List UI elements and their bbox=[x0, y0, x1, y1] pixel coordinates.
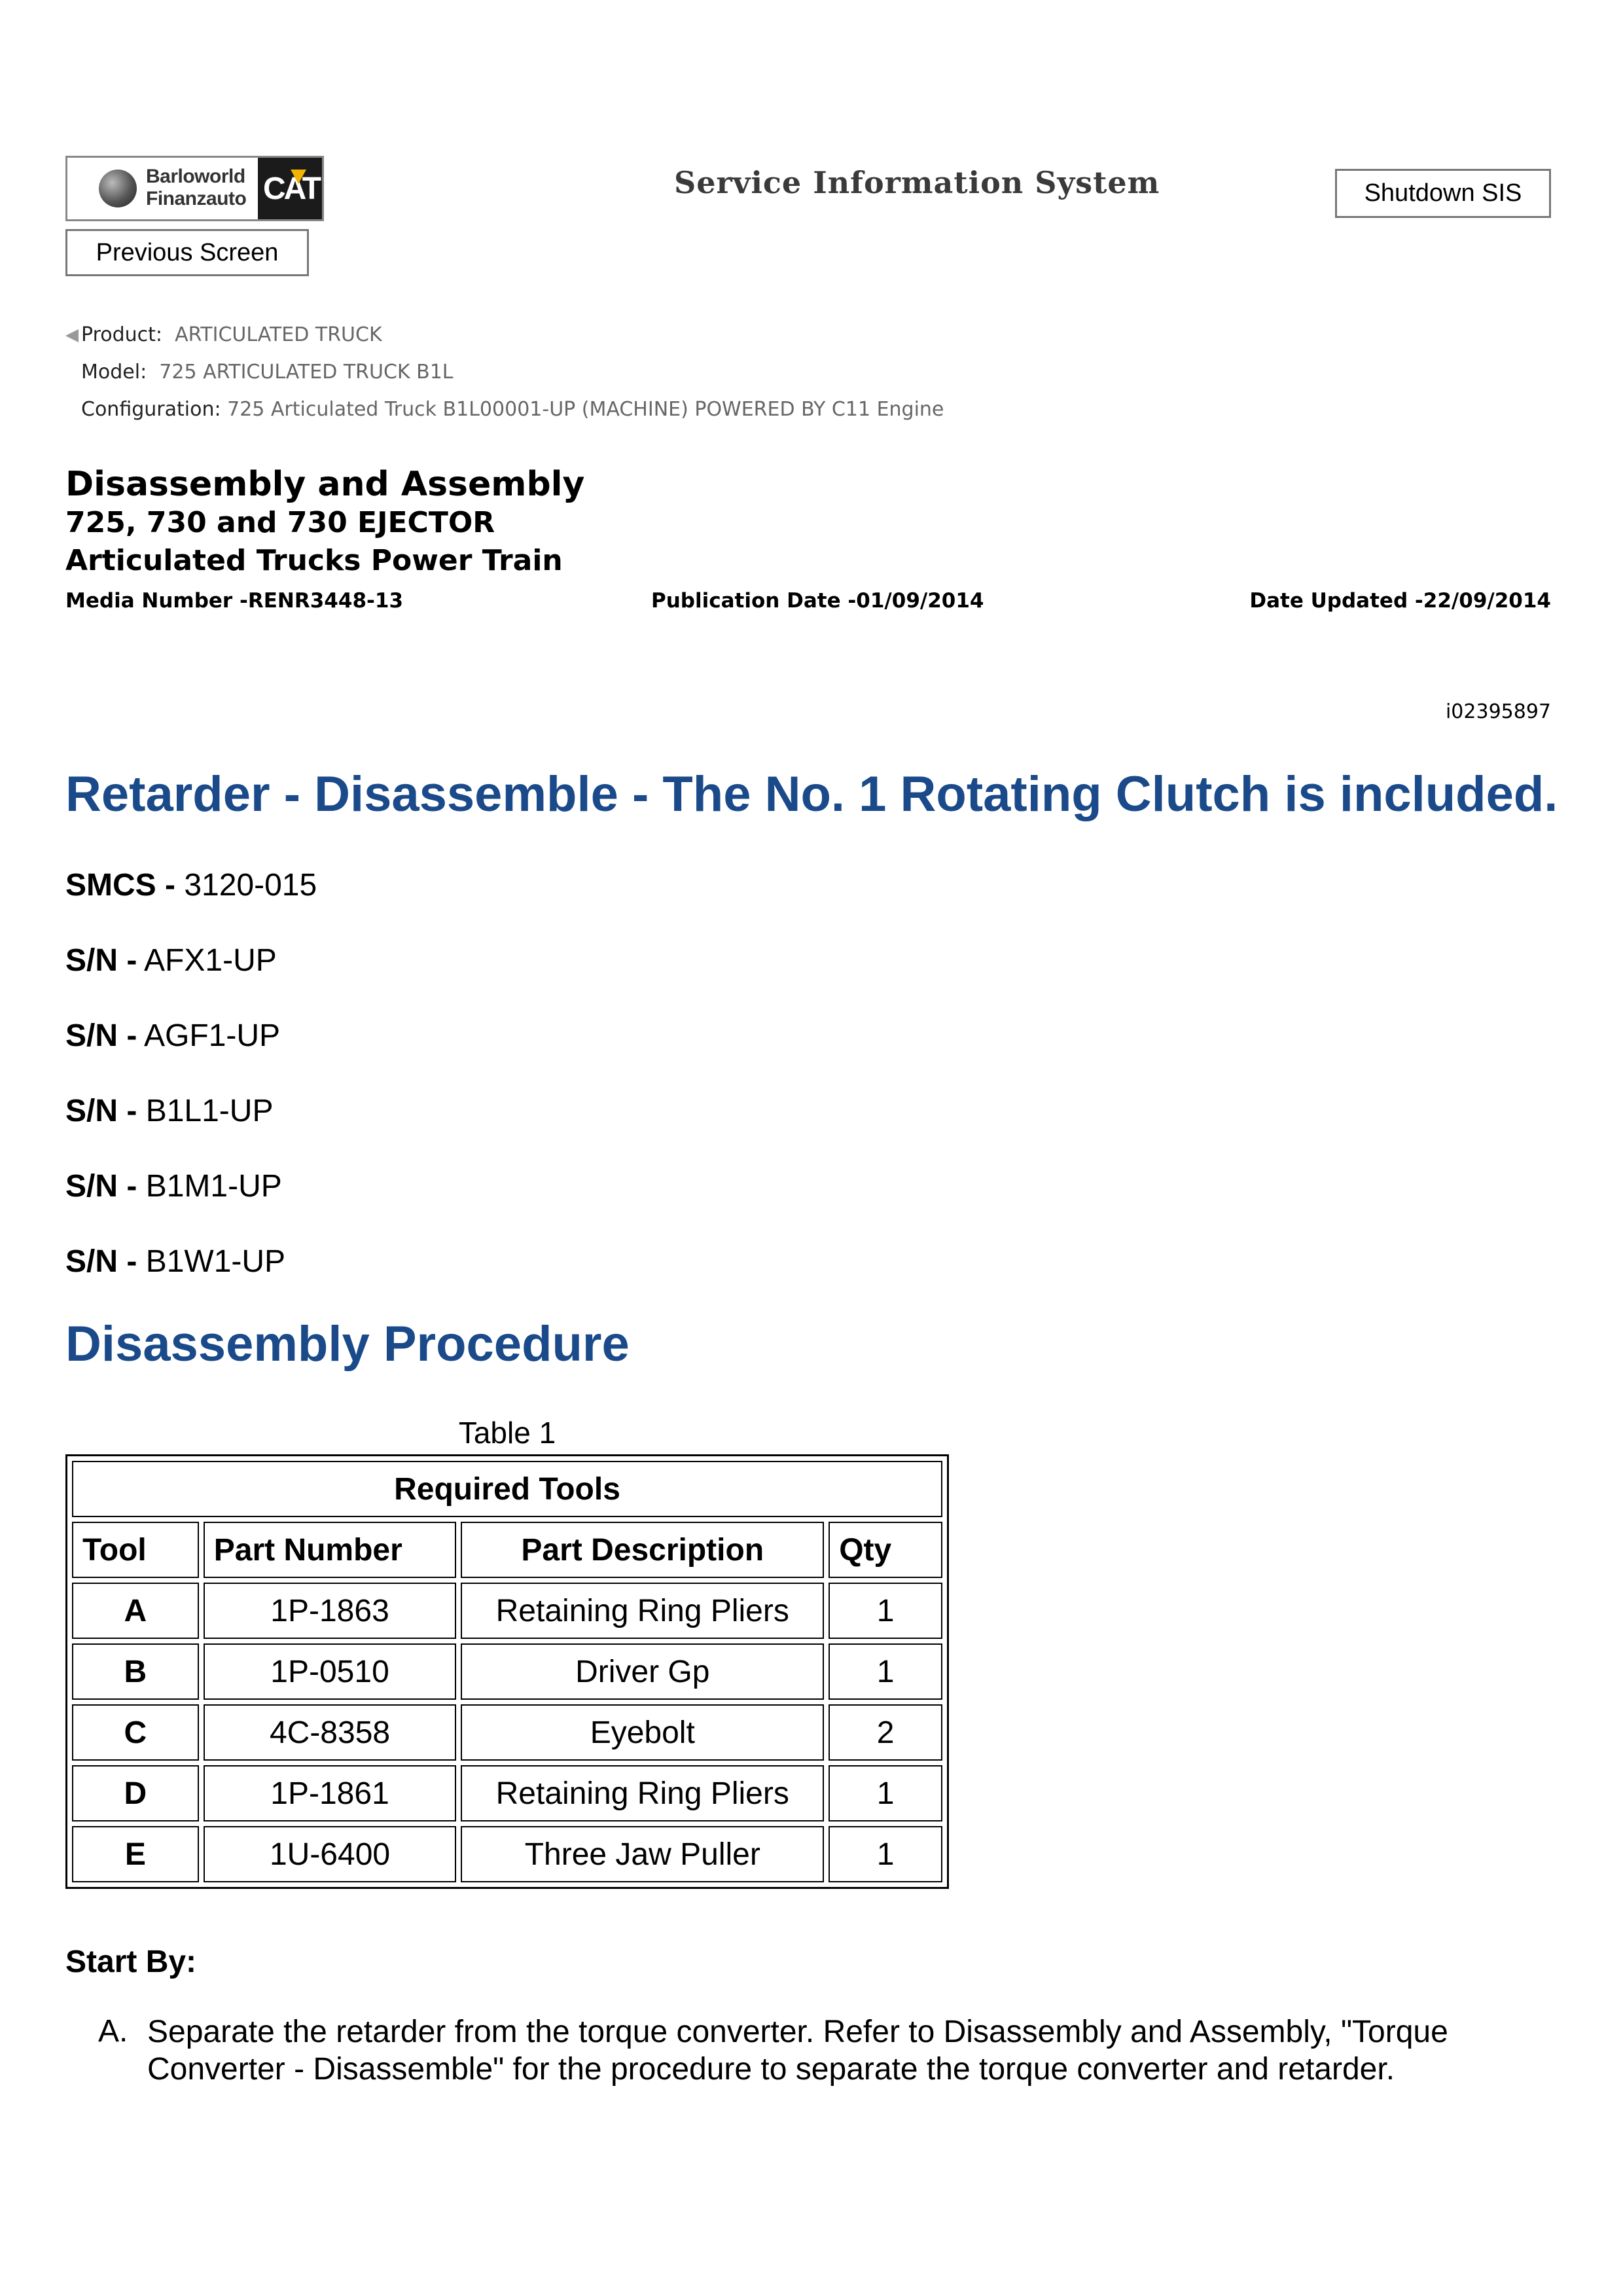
procedure-title: Disassembly Procedure bbox=[65, 1316, 630, 1372]
tool-letter: C bbox=[72, 1704, 199, 1761]
product-label: Product: bbox=[81, 323, 163, 346]
model-value: 725 ARTICULATED TRUCK B1L bbox=[159, 361, 454, 384]
cat-logo-text: CAT bbox=[263, 171, 320, 206]
product-line bbox=[65, 323, 382, 346]
tool-letter: E bbox=[72, 1826, 199, 1882]
tool-letter: A bbox=[72, 1583, 199, 1639]
serial-number: S/N - AFX1-UP bbox=[65, 943, 277, 978]
step-text: Separate the retarder from the torque converter. Refer to Disassembly and Assembly, "Torque Converter - Disassemble" for the procedure to separate the torque converter and retarder. bbox=[147, 2015, 1448, 2087]
configuration-line bbox=[81, 398, 944, 421]
smcs-code: SMCS - 3120-015 bbox=[65, 868, 317, 903]
document-id: i02395897 bbox=[1445, 700, 1551, 723]
configuration-value: 725 Articulated Truck B1L00001-UP (MACHINE) POWERED BY C11 Engine bbox=[227, 398, 944, 421]
serial-number: S/N - B1W1-UP bbox=[65, 1244, 286, 1279]
table-title-row bbox=[72, 1461, 942, 1517]
table-row bbox=[72, 1704, 942, 1761]
table-header-row bbox=[72, 1522, 942, 1578]
column-header: Tool bbox=[72, 1522, 199, 1578]
document-subheading-2: Articulated Trucks Power Train bbox=[65, 544, 563, 577]
part-number: 1P-0510 bbox=[204, 1643, 457, 1700]
table-row bbox=[72, 1765, 942, 1821]
date-updated: Date Updated -22/09/2014 bbox=[1249, 589, 1551, 613]
quantity: 1 bbox=[829, 1583, 942, 1639]
company-logo bbox=[65, 156, 324, 221]
document-heading: Disassembly and Assembly bbox=[65, 465, 585, 504]
logo-text: Barloworld Finanzauto bbox=[146, 166, 247, 209]
cat-triangle-icon bbox=[291, 170, 306, 184]
table-title: Required Tools bbox=[72, 1461, 942, 1517]
document-subheading: 725, 730 and 730 EJECTOR bbox=[65, 506, 495, 539]
quantity: 1 bbox=[829, 1765, 942, 1821]
tool-letter: B bbox=[72, 1643, 199, 1700]
article-title: Retarder - Disassemble - The No. 1 Rotating Clutch is included. bbox=[65, 766, 1558, 822]
product-value: ARTICULATED TRUCK bbox=[175, 323, 382, 346]
table-row bbox=[72, 1583, 942, 1639]
cat-logo bbox=[258, 158, 322, 219]
column-header: Qty bbox=[829, 1522, 942, 1578]
start-by-label: Start By: bbox=[65, 1945, 197, 1979]
part-number: 1U-6400 bbox=[204, 1826, 457, 1882]
model-label: Model: bbox=[81, 361, 147, 384]
quantity: 2 bbox=[829, 1704, 942, 1761]
table-caption: Table 1 bbox=[458, 1416, 556, 1450]
previous-screen-button[interactable]: Previous Screen bbox=[65, 229, 309, 276]
column-header: Part Description bbox=[461, 1522, 824, 1578]
publication-date: Publication Date -01/09/2014 bbox=[651, 589, 984, 613]
arrow-left-icon[interactable] bbox=[65, 329, 79, 342]
shutdown-sis-button[interactable]: Shutdown SIS bbox=[1335, 169, 1551, 218]
part-number: 4C-8358 bbox=[204, 1704, 457, 1761]
part-description: Retaining Ring Pliers bbox=[461, 1583, 824, 1639]
part-number: 1P-1863 bbox=[204, 1583, 457, 1639]
part-description: Eyebolt bbox=[461, 1704, 824, 1761]
part-description: Driver Gp bbox=[461, 1643, 824, 1700]
table-row bbox=[72, 1643, 942, 1700]
table-row bbox=[72, 1826, 942, 1882]
part-number: 1P-1861 bbox=[204, 1765, 457, 1821]
model-line bbox=[81, 361, 454, 384]
tool-letter: D bbox=[72, 1765, 199, 1821]
serial-number: S/N - B1M1-UP bbox=[65, 1169, 282, 1204]
part-description: Retaining Ring Pliers bbox=[461, 1765, 824, 1821]
globe-icon bbox=[99, 170, 137, 207]
site-title: Service Information System bbox=[674, 165, 1160, 200]
configuration-label: Configuration: bbox=[81, 398, 221, 421]
step-letter: A. bbox=[98, 2014, 128, 2049]
part-description: Three Jaw Puller bbox=[461, 1826, 824, 1882]
media-number: Media Number -RENR3448-13 bbox=[65, 589, 404, 613]
serial-number: S/N - AGF1-UP bbox=[65, 1018, 281, 1053]
column-header: Part Number bbox=[204, 1522, 457, 1578]
required-tools-table bbox=[65, 1454, 949, 1889]
serial-number: S/N - B1L1-UP bbox=[65, 1094, 274, 1128]
quantity: 1 bbox=[829, 1643, 942, 1700]
quantity: 1 bbox=[829, 1826, 942, 1882]
